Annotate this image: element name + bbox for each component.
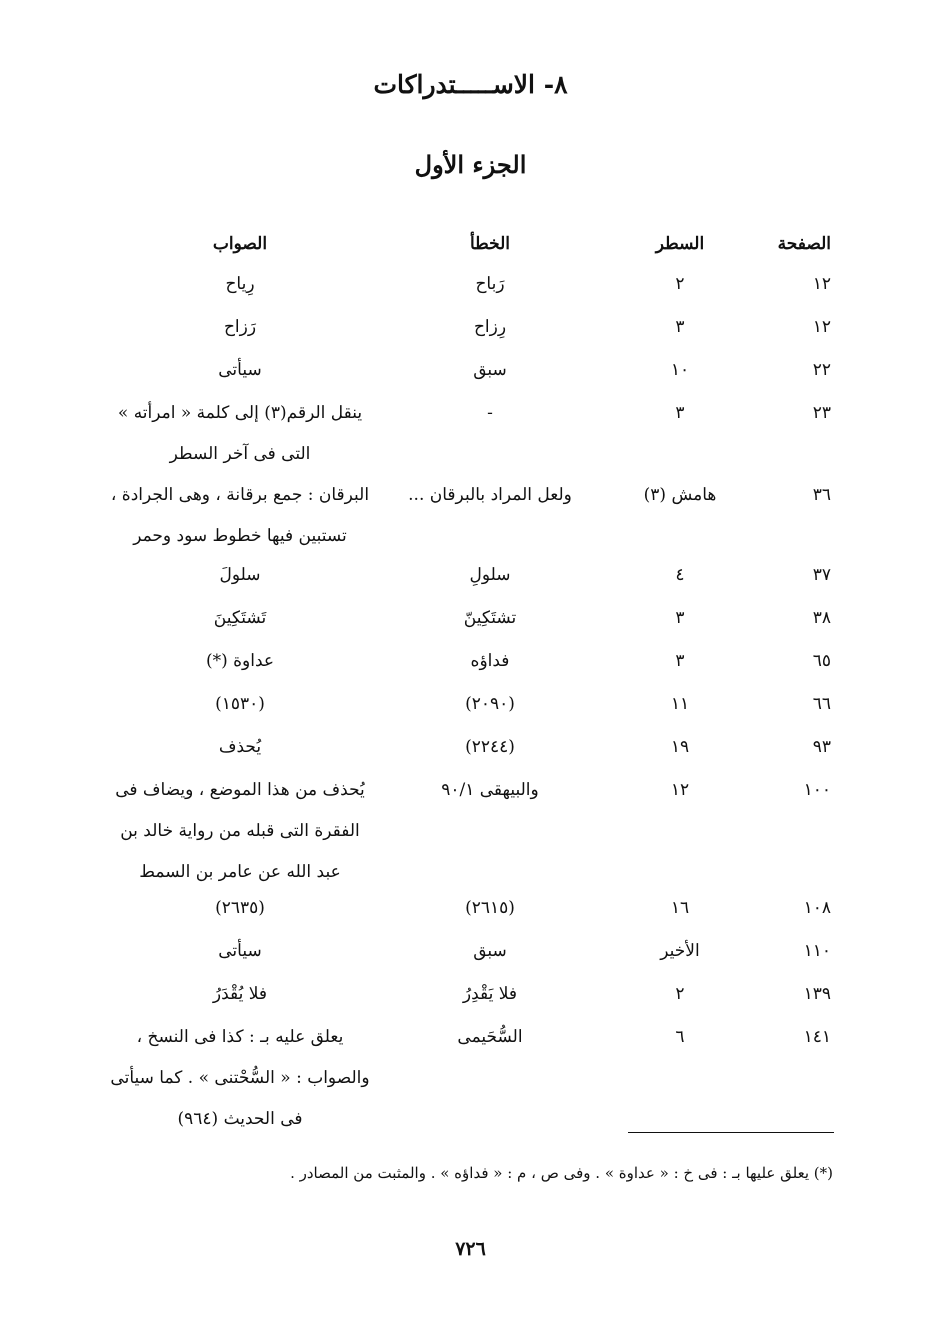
row-page-number: ١١٠ xyxy=(803,941,831,961)
row-page-number: ١٢ xyxy=(812,274,831,294)
chapter-title: ٨- الاســـــتدراكات xyxy=(373,70,568,99)
row-page-number: ٣٧ xyxy=(812,565,831,585)
row-wrong-text: سلولِ xyxy=(469,565,511,585)
row-correct-text: سيأتى xyxy=(218,941,262,961)
row-line-number: ١٩ xyxy=(670,737,690,757)
header-page: الصفحة xyxy=(777,234,831,254)
row-correct-text: رِياح xyxy=(225,274,255,294)
row-wrong-text: رَباح xyxy=(475,274,505,294)
row-correct-text: (٢٦٣٥) xyxy=(215,898,265,918)
header-line: السطر xyxy=(655,234,705,254)
row-wrong-text: رِزاح xyxy=(473,317,507,337)
row-wrong-text: والبيهقى ٩٠/١ xyxy=(441,780,539,800)
row-wrong-text: سبق xyxy=(473,941,507,961)
row-wrong-text: فلا يَقْدِرُ xyxy=(462,984,518,1004)
row-line-number: ٤ xyxy=(675,565,685,585)
row-wrong-text: تشتَكِينّ xyxy=(463,608,517,628)
row-line-number: ٣ xyxy=(675,403,685,423)
row-line-number: ٣ xyxy=(675,317,685,337)
row-line-number: ١٦ xyxy=(670,898,690,918)
row-page-number: ١٠٠ xyxy=(803,780,831,800)
row-correct-text: فلا يُقْدَرُ xyxy=(212,984,268,1004)
row-line-number: الأخير xyxy=(660,941,700,961)
row-page-number: ١٤١ xyxy=(803,1027,831,1047)
row-correct-text: رَزاح xyxy=(223,317,257,337)
row-correct-text: (١٥٣٠) xyxy=(215,694,265,714)
row-wrong-text: فداؤه xyxy=(470,651,510,671)
row-line-number: ٣ xyxy=(675,608,685,628)
row-wrong-text: (٢٠٩٠) xyxy=(465,694,515,714)
row-page-number: ٦٦ xyxy=(812,694,831,714)
row-line-number: ٢ xyxy=(675,984,685,1004)
header-correct: الصواب xyxy=(212,234,268,254)
row-line-number: ١١ xyxy=(670,694,690,714)
row-correct-text: يُحذف xyxy=(218,737,262,757)
row-wrong-text: (٢٢٤٤) xyxy=(465,737,515,757)
row-line-number: ٦ xyxy=(675,1027,685,1047)
header-wrong: الخطأ xyxy=(469,234,510,254)
row-wrong-text: (٢٦١٥) xyxy=(465,898,515,918)
row-line-number: ٣ xyxy=(675,651,685,671)
row-correct-text: يعلق عليه بـ : كذا فى النسخ ، والصواب : « السُّحْتنى » . كما سيأتى فى الحديث (٩٦٤) xyxy=(110,1027,370,1129)
row-page-number: ١٠٨ xyxy=(803,898,831,918)
row-correct-text: يُحذف من هذا الموضع ، ويضاف فى الفقرة التى قبله من رواية خالد بن عبد الله عن عامر بن السمط xyxy=(115,780,365,882)
row-page-number: ١٢ xyxy=(812,317,831,337)
row-page-number: ١٣٩ xyxy=(803,984,831,1004)
row-page-number: ٣٦ xyxy=(812,485,831,505)
page-number: ٧٢٦ xyxy=(455,1238,486,1260)
row-line-number: ١٢ xyxy=(670,780,690,800)
row-correct-text: عداوة (*) xyxy=(205,651,275,671)
row-line-number: ١٠ xyxy=(670,360,690,380)
row-correct-text: سيأتى xyxy=(218,360,262,380)
row-correct-text: ينقل الرقم(٣) إلى كلمة « امرأته » التى فى آخر السطر xyxy=(117,403,363,464)
footnote-divider xyxy=(628,1132,834,1133)
row-page-number: ٢٢ xyxy=(812,360,831,380)
row-page-number: ٢٣ xyxy=(812,403,831,423)
row-wrong-text: - xyxy=(487,403,493,423)
row-wrong-text: ولعل المراد بالبرقان ... xyxy=(408,485,572,505)
footnote: (*) يعلق عليها بـ : فى خ : « عداوة » . وفى ص ، م : « فداؤه » . والمثبت من المصادر . xyxy=(290,1164,833,1182)
row-wrong-text: السُّحَيمى xyxy=(457,1027,523,1047)
row-correct-text: سلولَ xyxy=(219,565,261,585)
row-correct-text: البرقان : جمع برقانة ، وهى الجرادة ، تستبين فيها خطوط سود وحمر xyxy=(110,485,370,546)
part-title: الجزء الأول xyxy=(414,150,527,179)
row-line-number: هامش (٣) xyxy=(643,485,717,505)
row-wrong-text: سبق xyxy=(473,360,507,380)
row-line-number: ٢ xyxy=(675,274,685,294)
row-page-number: ٦٥ xyxy=(812,651,831,671)
row-correct-text: تَشتَكِينَ xyxy=(213,608,267,628)
row-page-number: ٩٣ xyxy=(812,737,831,757)
row-page-number: ٣٨ xyxy=(812,608,831,628)
